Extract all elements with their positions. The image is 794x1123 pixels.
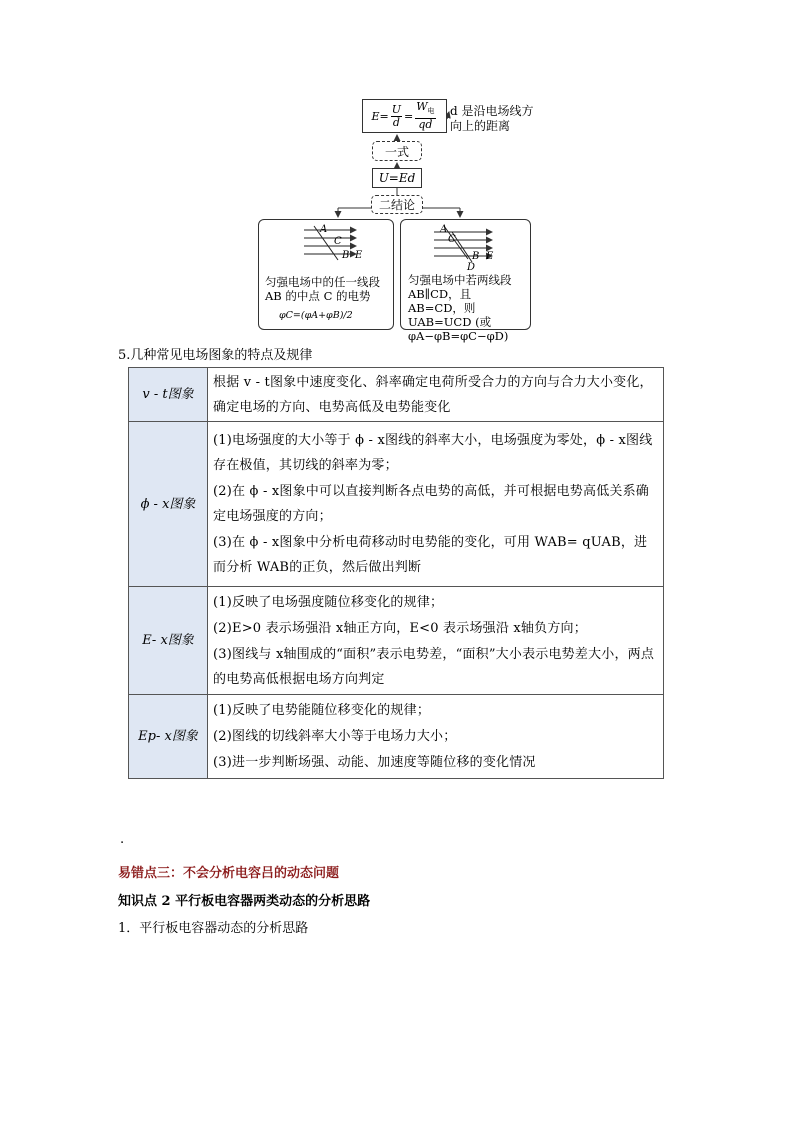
field-formula-diagram bbox=[0, 0, 794, 343]
field-e-label: E bbox=[486, 251, 494, 262]
point-d-label: D bbox=[467, 262, 476, 273]
row-content bbox=[208, 422, 664, 587]
content-line: 根据 v - t图象中速度变化、斜率确定电荷所受合力的方向与合力大小变化，确定电场的方向、电势高低及电势能变化 bbox=[213, 374, 653, 415]
field-strength-formula: E = $\frac{U}{d}$ = $\frac{W_电}{qd}$ bbox=[362, 99, 447, 133]
row-label: ϕ - x图象 bbox=[129, 422, 208, 587]
field-graphs-table bbox=[128, 367, 664, 779]
one-formula-label: 一式 bbox=[372, 141, 422, 161]
point-b-label: B bbox=[472, 251, 480, 262]
content-line: (2)在 ϕ - x图象中可以直接判断各点电势的高低，并可根据电势高低关系确定电场强度的方向； bbox=[213, 484, 649, 524]
point-c-label: C bbox=[334, 236, 342, 247]
content-line: (1)反映了电势能随位移变化的规律； bbox=[213, 703, 431, 718]
distance-note: d 是沿电场线方向上的距离 bbox=[450, 104, 534, 133]
content-line: (3)在 ϕ - x图象中分析电荷移动时电势能的变化，可用 WAB= qUAB，进而分析 WAB的正负，然后做出判断 bbox=[213, 535, 648, 575]
content-line: (3)图线与 x轴围成的“面积”表示电势差，“面积”大小表示电势差大小，两点的电势高低根据电场方向判定 bbox=[213, 646, 655, 687]
point-c-label: C bbox=[448, 234, 456, 245]
point-b-label: B bbox=[342, 250, 350, 261]
row-content bbox=[208, 695, 664, 779]
point-a-label: A bbox=[320, 224, 328, 235]
row-content bbox=[208, 587, 664, 695]
content-line: (3)进一步判断场强、动能、加速度等随位移的变化情况 bbox=[213, 755, 536, 770]
table-row bbox=[129, 695, 664, 779]
point-a-label: A bbox=[440, 224, 448, 235]
error-point-title: 易错点三：不会分析电容吕的动态问题 bbox=[118, 866, 340, 881]
midpoint-conclusion-text: 匀强电场中的任一线段 AB 的中点 C 的电势 bbox=[265, 275, 380, 303]
parallel-segments-panel bbox=[400, 219, 531, 343]
field-e-label: E bbox=[355, 250, 363, 261]
row-label: v - t图象 bbox=[129, 368, 208, 422]
row-label: E- x图象 bbox=[129, 587, 208, 695]
content-line: (2)图线的切线斜率大小等于电场力大小； bbox=[213, 729, 457, 744]
content-line: (1)反映了电场强度随位移变化的规律； bbox=[213, 594, 444, 610]
parallel-segments-text: 匀强电场中若两线段 AB∥CD，且 AB=CD，则 UAB=UCD (或φA−φB=φC−φD) bbox=[408, 273, 512, 343]
table-row bbox=[129, 368, 664, 422]
row-content bbox=[208, 368, 664, 422]
midpoint-conclusion-panel bbox=[258, 219, 394, 330]
list-item: 1．平行板电容器动态的分析思路 bbox=[118, 921, 309, 936]
knowledge-point-heading: 知识点 2 平行板电容器两类动态的分析思路 bbox=[118, 894, 371, 909]
content-line: (1)电场强度的大小等于 ϕ - x图线的斜率大小，电场强度为零处，ϕ - x图线存在极值，其切线的斜率为零； bbox=[213, 433, 653, 473]
u-equals-ed-box: U=Ed bbox=[372, 168, 422, 188]
content-line: (2)E>0 表示场强沿 x轴正方向，E<0 表示场强沿 x轴负方向； bbox=[213, 620, 587, 636]
midpoint-potential-formula: φC=(φA+φB)/2 bbox=[279, 310, 353, 321]
table-row bbox=[129, 422, 664, 587]
stray-dot: . bbox=[120, 832, 125, 847]
section-heading: 5.几种常见电场图象的特点及规律 bbox=[118, 348, 313, 363]
row-label: Ep- x图象 bbox=[129, 695, 208, 779]
two-conclusions-label: 二结论 bbox=[371, 195, 423, 214]
table-row bbox=[129, 587, 664, 695]
